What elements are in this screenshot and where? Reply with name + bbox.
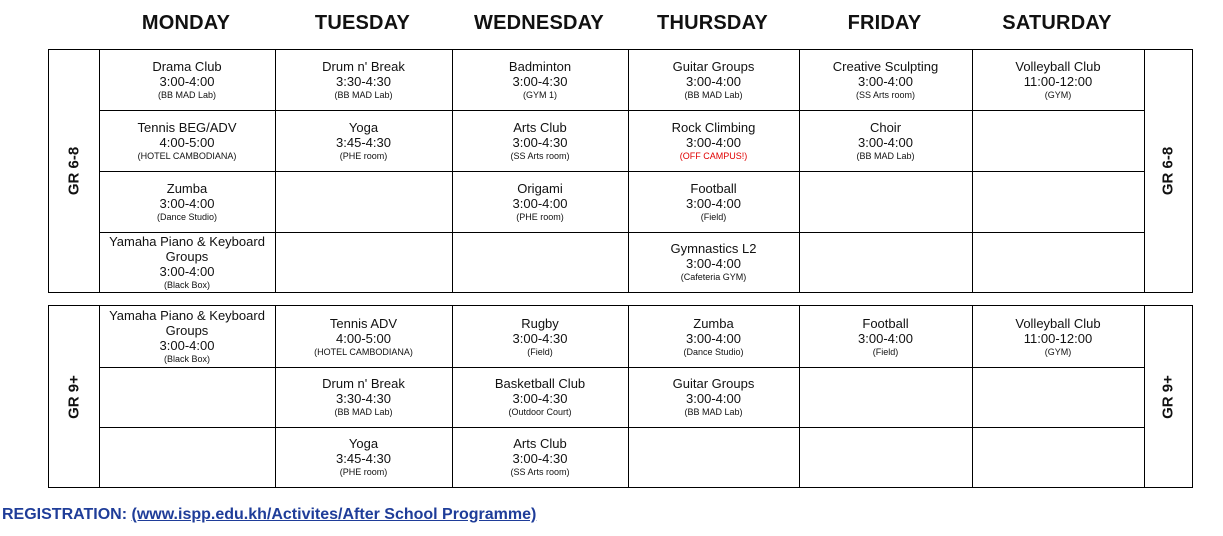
activity-time: 3:00-4:00 [686, 74, 741, 89]
day-header-wednesday: WEDNESDAY [474, 12, 604, 34]
grade-side-left [49, 306, 99, 487]
activity-name: Volleyball Club [1015, 315, 1101, 331]
activity-time: 3:30-4:30 [336, 74, 391, 89]
activity-time: 3:00-4:00 [686, 256, 741, 271]
empty-cell [972, 171, 1144, 232]
activity-time: 4:00-5:00 [336, 330, 391, 346]
empty-cell [972, 427, 1144, 487]
activity-cell [275, 306, 452, 367]
day-header-saturday: SATURDAY [1002, 12, 1112, 34]
activity-name: Drum n' Break [322, 59, 405, 74]
day-header-friday: FRIDAY [847, 12, 922, 34]
activity-cell [799, 50, 972, 110]
activity-cell [628, 171, 799, 232]
activity-time: 3:00-4:30 [512, 330, 568, 346]
activity-name: Drum n' Break [322, 376, 405, 391]
activity-time: 3:00-4:00 [858, 134, 913, 150]
empty-cell [972, 110, 1144, 171]
activity-name: Choir [869, 119, 902, 135]
activity-location: (BB MAD Lab) [334, 407, 393, 417]
activity-cell [452, 171, 628, 232]
activity-cell [628, 306, 799, 367]
activity-location: (Dance Studio) [683, 346, 744, 357]
day-header-row [0, 8, 1223, 38]
activity-location: (Black Box) [163, 279, 210, 290]
day-header-monday: MONDAY [141, 12, 231, 34]
activity-time: 3:45-4:30 [336, 134, 391, 150]
registration-label: REGISTRATION: [2, 506, 128, 523]
activity-name: Drama Club [152, 59, 222, 74]
activity-location: (Field) [527, 346, 553, 357]
activity-location: (GYM) [1044, 346, 1072, 357]
activity-time: 3:00-4:00 [159, 195, 215, 211]
activity-cell [972, 50, 1144, 110]
activity-cell [452, 427, 628, 487]
activity-time: 3:00-4:00 [159, 263, 215, 279]
empty-cell [275, 171, 452, 232]
activity-name: Origami [517, 180, 563, 196]
empty-cell [99, 367, 275, 427]
activity-location: (PHE room) [339, 150, 388, 161]
activity-time: 3:00-4:30 [512, 451, 568, 466]
activity-location: (BB MAD Lab) [684, 90, 743, 100]
activity-location: (BB MAD Lab) [157, 90, 217, 100]
activity-cell [99, 232, 275, 292]
activity-location: (Dance Studio) [156, 211, 218, 222]
activity-time: 3:00-4:30 [512, 74, 568, 89]
activity-name: Tennis BEG/ADV [137, 119, 237, 135]
activity-cell [99, 50, 275, 110]
activity-name: Guitar Groups [672, 59, 755, 74]
activity-cell [99, 171, 275, 232]
activity-name: Tennis ADV [329, 315, 398, 331]
activity-time: 3:00-4:00 [686, 195, 741, 211]
activity-location: (GYM) [1044, 90, 1072, 100]
schedule-block-gr9plus [48, 305, 1193, 488]
activity-name: Arts Club [513, 119, 567, 135]
activity-location: (Field) [700, 211, 727, 222]
activity-location: (BB MAD Lab) [684, 407, 743, 417]
activity-time: 3:00-4:00 [686, 330, 741, 346]
activity-location: (OFF CAMPUS!) [679, 150, 748, 161]
empty-cell [452, 232, 628, 292]
registration-line [2, 506, 536, 524]
activity-time: 11:00-12:00 [1023, 330, 1093, 346]
empty-cell [799, 427, 972, 487]
activity-cell [275, 110, 452, 171]
activity-cell [452, 50, 628, 110]
activity-location: (Field) [872, 346, 899, 357]
activity-time: 4:00-5:00 [159, 134, 215, 150]
activity-time: 3:00-4:00 [858, 74, 913, 89]
activity-name: Yoga [348, 436, 379, 451]
activity-location: (Black Box) [163, 354, 210, 364]
activity-location: (HOTEL CAMBODIANA) [137, 150, 237, 161]
activity-name: Gymnastics L2 [670, 241, 757, 256]
activity-location: (SS Arts room) [855, 90, 915, 100]
grade-side-left [49, 50, 99, 292]
activity-cell [275, 367, 452, 427]
activity-name: Yoga [348, 119, 379, 135]
activity-time: 3:00-4:00 [159, 338, 215, 353]
activity-location: (BB MAD Lab) [856, 150, 915, 161]
activity-name: Zumba [693, 315, 734, 331]
activity-name: Rugby [521, 315, 559, 331]
day-header-thursday: THURSDAY [657, 12, 768, 34]
activity-time: 3:30-4:30 [336, 391, 391, 406]
activity-location: (BB MAD Lab) [334, 90, 393, 100]
activity-cell [628, 232, 799, 292]
activity-name: Basketball Club [494, 376, 586, 391]
grade-label: GR 9+ [65, 374, 83, 419]
activity-cell [628, 367, 799, 427]
activity-cell [799, 306, 972, 367]
activity-location: (SS Arts room) [510, 150, 570, 161]
activity-cell [275, 50, 452, 110]
activity-location: (PHE room) [339, 467, 388, 477]
activity-cell [628, 110, 799, 171]
empty-cell [275, 232, 452, 292]
activity-time: 3:00-4:00 [686, 391, 741, 406]
activity-cell [452, 110, 628, 171]
empty-cell [972, 232, 1144, 292]
activity-cell [799, 110, 972, 171]
empty-cell [628, 427, 799, 487]
activity-time: 3:00-4:00 [159, 74, 215, 89]
activity-name: Zumba [166, 180, 208, 196]
activity-name: Guitar Groups [672, 376, 755, 391]
grade-side-right [1144, 306, 1192, 487]
grade-label: GR 6-8 [65, 146, 83, 196]
activity-cell [99, 110, 275, 171]
activity-cell [275, 427, 452, 487]
activity-cell [452, 306, 628, 367]
activity-time: 3:00-4:00 [858, 330, 913, 346]
activity-cell [99, 306, 275, 367]
activity-location: (Cafeteria GYM) [680, 272, 747, 282]
schedule-block-gr6-8 [48, 49, 1193, 293]
activity-time: 3:00-4:00 [512, 195, 568, 211]
activity-name: Volleyball Club [1015, 59, 1101, 74]
empty-cell [799, 367, 972, 427]
day-header-tuesday: TUESDAY [314, 12, 411, 34]
activity-time: 11:00-12:00 [1023, 74, 1093, 89]
activity-location: (GYM 1) [522, 90, 557, 100]
activity-location: (Outdoor Court) [508, 407, 572, 417]
activity-cell [452, 367, 628, 427]
activity-location: (PHE room) [516, 211, 564, 222]
activity-cell [628, 50, 799, 110]
activity-time: 3:00-4:30 [512, 391, 568, 406]
empty-cell [799, 171, 972, 232]
activity-name: Rock Climbing [671, 119, 756, 135]
activity-name: Football [690, 180, 737, 196]
activity-time: 3:00-4:30 [512, 134, 568, 150]
activity-location: (HOTEL CAMBODIANA) [314, 346, 413, 357]
empty-cell [99, 427, 275, 487]
empty-cell [799, 232, 972, 292]
activity-name: Yamaha Piano & Keyboard Groups [109, 233, 265, 264]
grade-side-right [1144, 50, 1192, 292]
grade-label: GR 9+ [1159, 374, 1177, 419]
activity-name: Badminton [508, 59, 572, 74]
empty-cell [972, 367, 1144, 427]
activity-cell [972, 306, 1144, 367]
activity-name: Creative Sculpting [832, 59, 939, 74]
activity-name: Yamaha Piano & Keyboard Groups [109, 308, 265, 338]
registration-link[interactable]: (www.ispp.edu.kh/Activites/After School Programme) [131, 506, 537, 523]
activity-name: Arts Club [513, 436, 567, 451]
activity-time: 3:00-4:00 [686, 134, 741, 150]
grade-label: GR 6-8 [1159, 146, 1177, 196]
activity-location: (SS Arts room) [510, 467, 570, 477]
activity-time: 3:45-4:30 [336, 451, 391, 466]
activity-name: Football [862, 315, 909, 331]
